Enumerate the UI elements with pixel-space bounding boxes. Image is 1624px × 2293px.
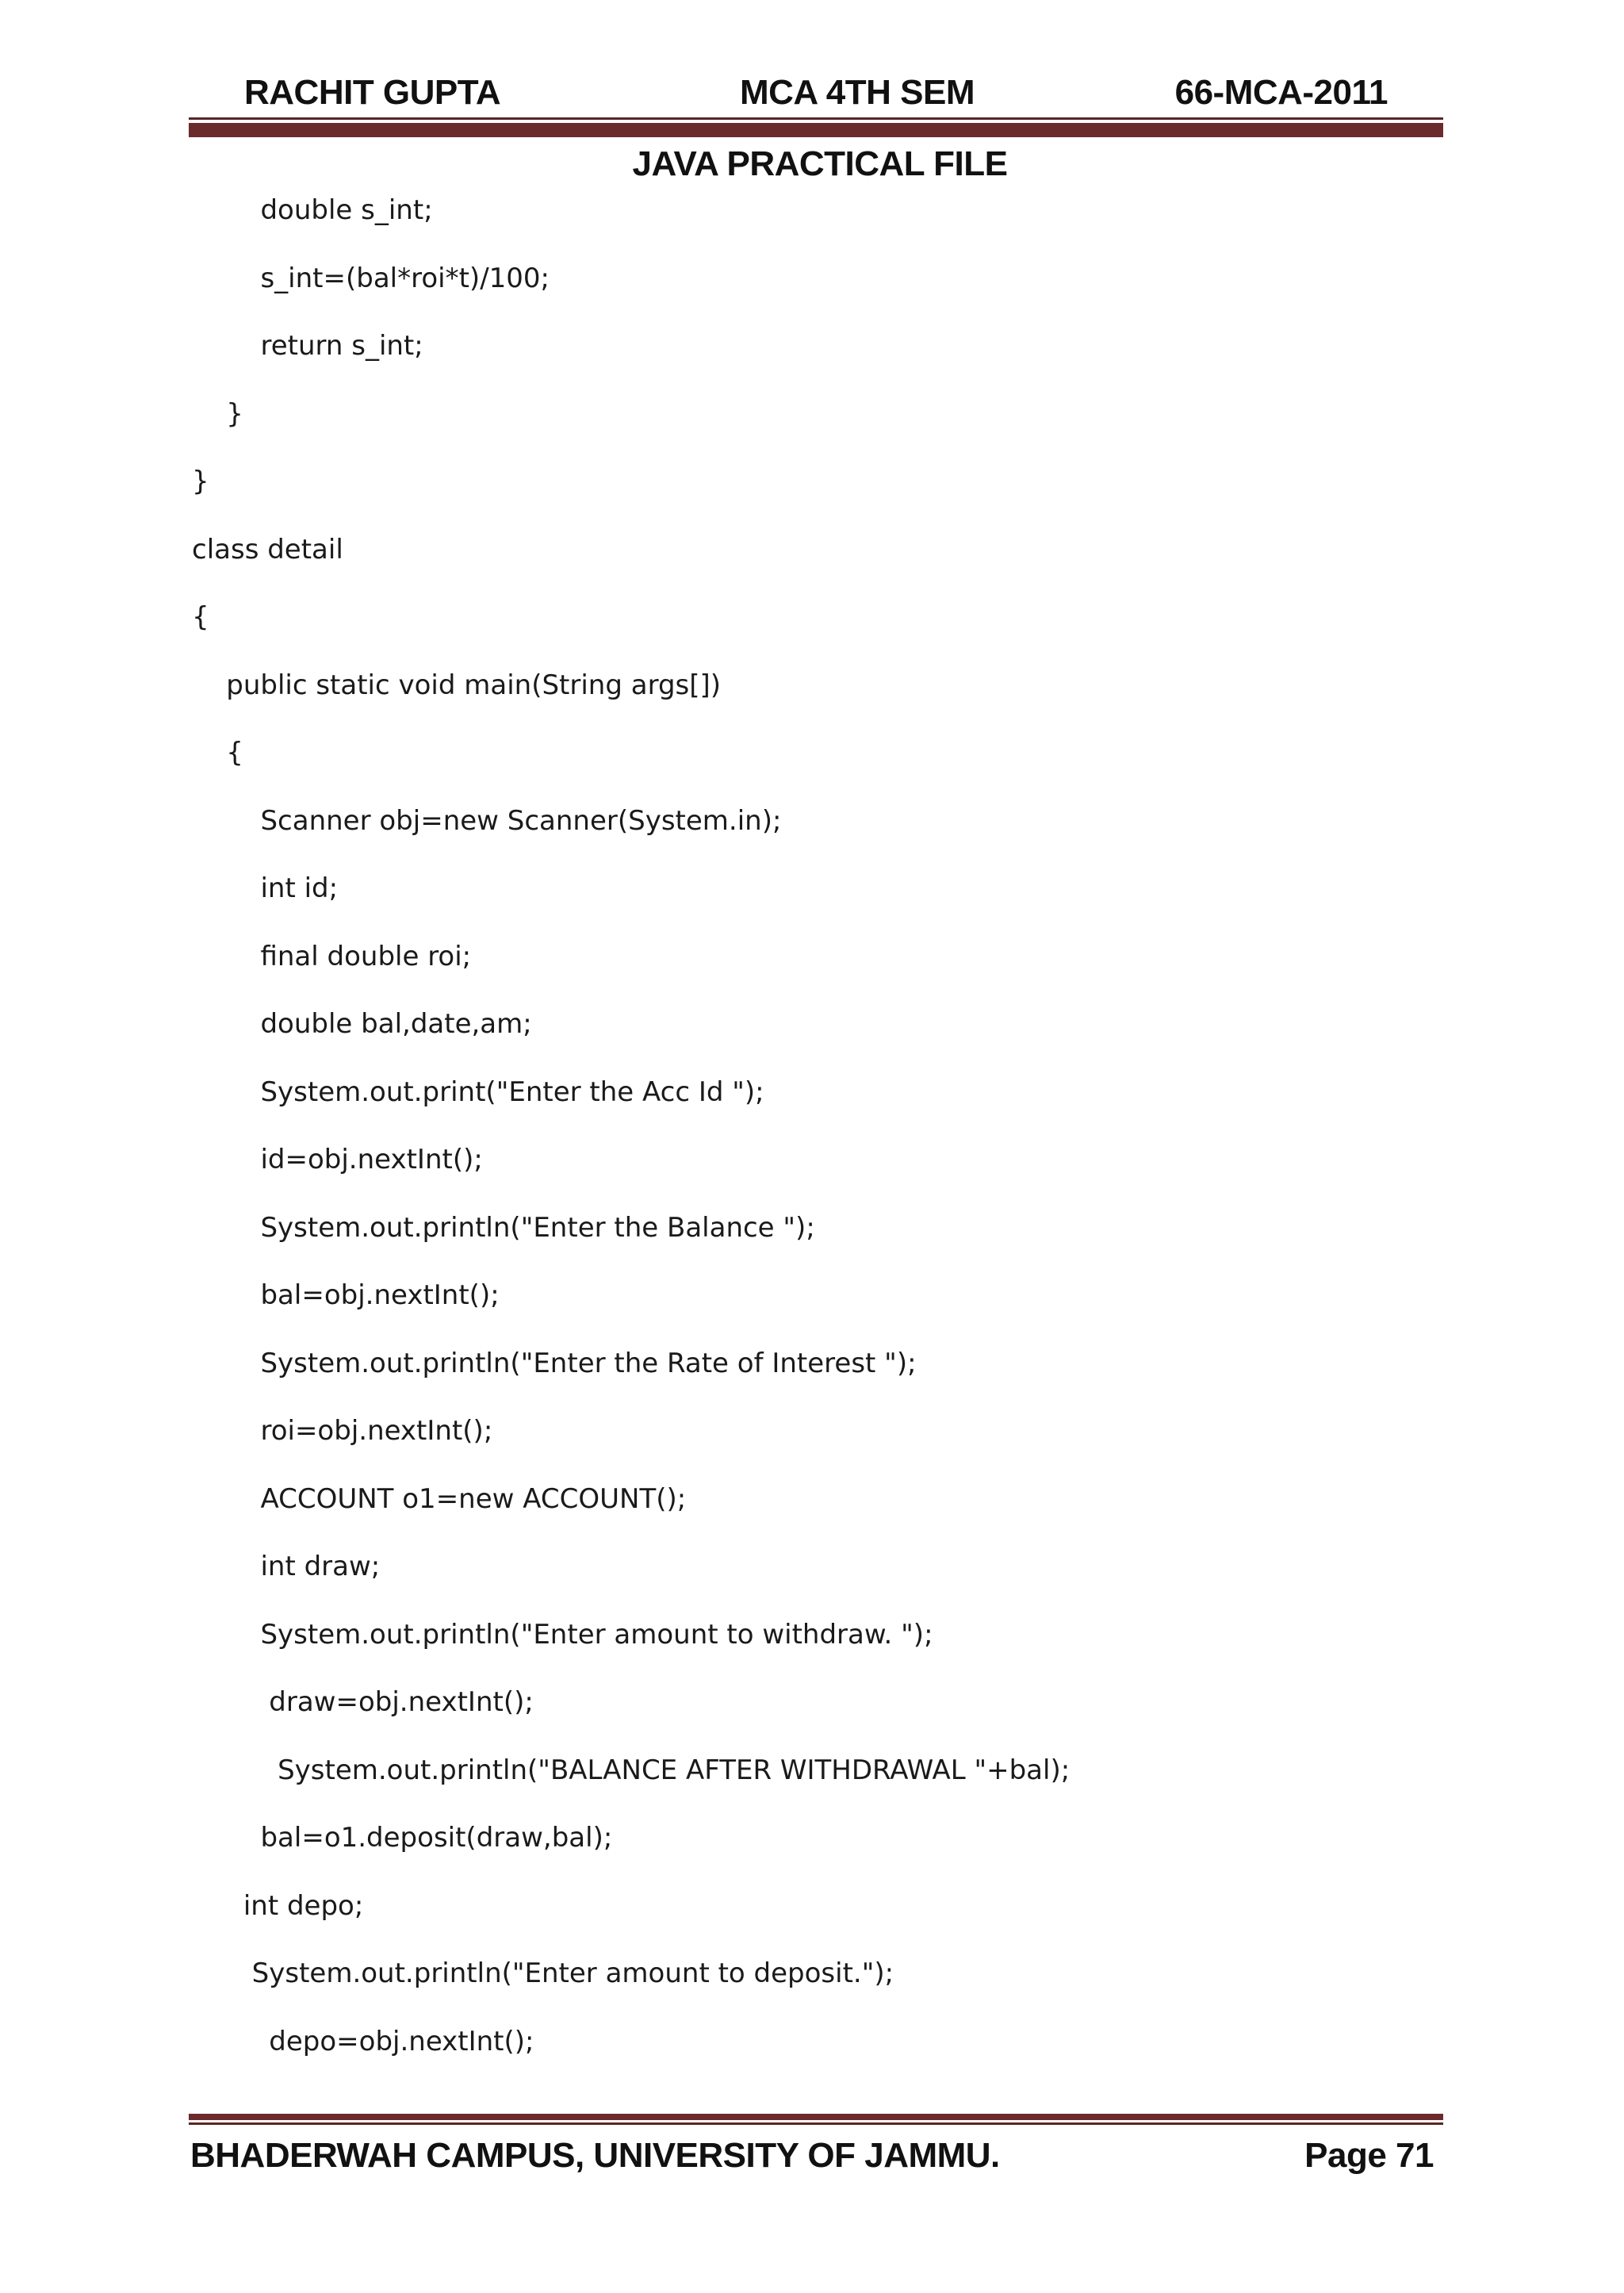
footer-rule-thick <box>189 2114 1443 2120</box>
code-line: bal=obj.nextInt(); <box>192 1279 500 1311</box>
document-title: JAVA PRACTICAL FILE <box>632 144 1008 183</box>
code-line: System.out.println("BALANCE AFTER WITHDRAWAL "+bal); <box>192 1754 1071 1786</box>
code-line: class detail <box>192 533 343 566</box>
code-line: ACCOUNT o1=new ACCOUNT(); <box>192 1482 687 1515</box>
code-line: roi=obj.nextInt(); <box>192 1415 493 1447</box>
code-line: public static void main(String args[]) <box>192 669 722 701</box>
code-line: int draw; <box>192 1551 381 1582</box>
code-line: } <box>192 466 209 497</box>
page-number: Page 71 <box>1304 2136 1434 2175</box>
author-name: RACHIT GUPTA <box>244 73 501 112</box>
code-line: Scanner obj=new Scanner(System.in); <box>192 804 782 837</box>
code-line: System.out.println("Enter amount to deposit."); <box>192 1957 894 1989</box>
code-line: depo=obj.nextInt(); <box>192 2025 534 2057</box>
code-line: bal=o1.deposit(draw,bal); <box>192 1822 613 1854</box>
semester-label: MCA 4TH SEM <box>740 73 975 112</box>
code-line: System.out.print("Enter the Acc Id "); <box>192 1076 764 1108</box>
code-line: int id; <box>192 872 339 904</box>
roll-number: 66-MCA-2011 <box>1174 73 1388 112</box>
code-line: System.out.println("Enter the Rate of Interest "); <box>192 1347 917 1379</box>
code-line: double bal,date,am; <box>192 1008 532 1040</box>
code-line: return s_int; <box>192 330 423 362</box>
campus-name: BHADERWAH CAMPUS, UNIVERSITY OF JAMMU. <box>190 2136 1000 2175</box>
code-line: s_int=(bal*roi*t)/100; <box>192 262 550 294</box>
code-listing <box>192 184 1429 2083</box>
code-line: final double roi; <box>192 940 472 972</box>
header-rule-thick <box>189 123 1443 137</box>
code-line: draw=obj.nextInt(); <box>192 1686 534 1718</box>
header-rule-thin <box>189 117 1443 120</box>
code-line: System.out.println("Enter the Balance "); <box>192 1211 815 1244</box>
code-line: int depo; <box>192 1889 364 1922</box>
code-line: id=obj.nextInt(); <box>192 1144 483 1175</box>
code-line: double s_int; <box>192 194 433 226</box>
footer-rule-thin <box>189 2122 1443 2125</box>
page-header <box>189 73 1443 121</box>
code-line: { <box>192 601 209 633</box>
code-line: System.out.println("Enter amount to withdraw. "); <box>192 1618 933 1651</box>
code-line: { <box>192 737 243 769</box>
code-line: } <box>192 397 243 430</box>
